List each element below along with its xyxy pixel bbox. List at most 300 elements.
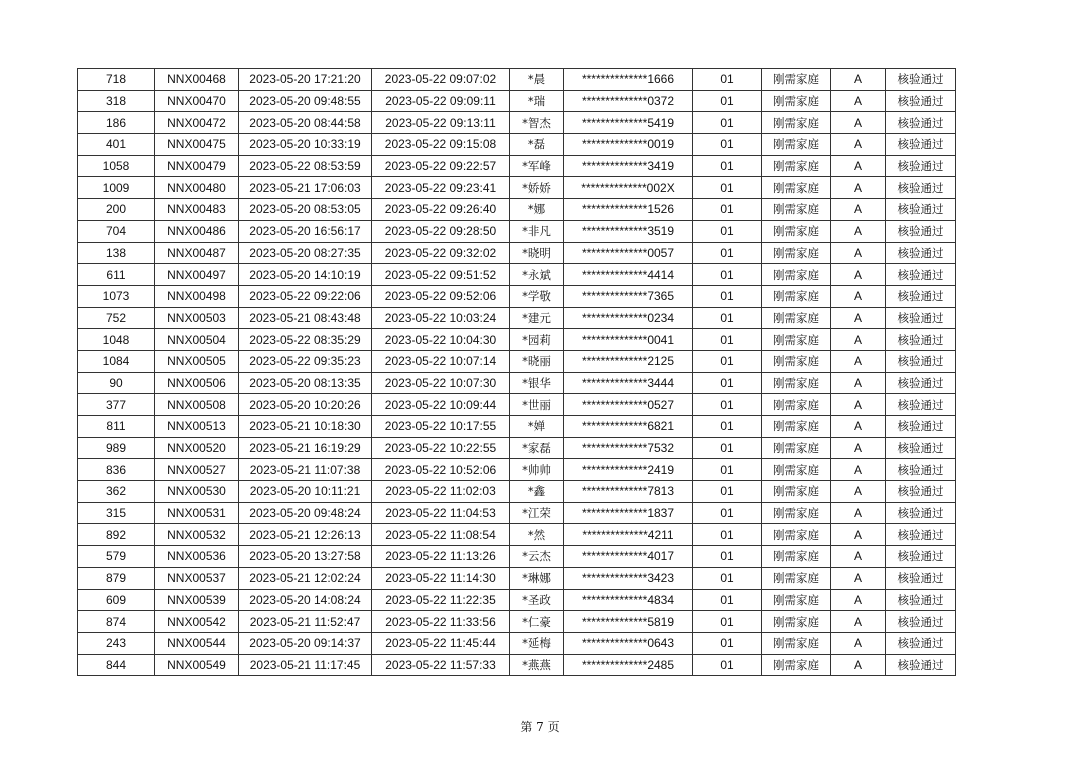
cell-sequence-number: 1009: [78, 177, 155, 199]
cell-grade: A: [831, 654, 886, 676]
cell-submit-time: 2023-05-21 11:17:45: [239, 654, 372, 676]
cell-submit-time: 2023-05-20 10:33:19: [239, 134, 372, 156]
cell-sequence-number: 1073: [78, 285, 155, 307]
cell-family-type: 刚需家庭: [762, 502, 831, 524]
table-row: [78, 611, 956, 633]
cell-family-type: 刚需家庭: [762, 155, 831, 177]
cell-category-code: 01: [693, 437, 762, 459]
cell-verify-time: 2023-05-22 09:09:11: [372, 90, 510, 112]
cell-grade: A: [831, 611, 886, 633]
cell-grade: A: [831, 502, 886, 524]
cell-application-id: NNX00536: [155, 546, 239, 568]
cell-submit-time: 2023-05-21 10:18:30: [239, 416, 372, 438]
cell-application-id: NNX00504: [155, 329, 239, 351]
cell-verify-time: 2023-05-22 09:32:02: [372, 242, 510, 264]
cell-category-code: 01: [693, 177, 762, 199]
table-row: [78, 459, 956, 481]
cell-category-code: 01: [693, 654, 762, 676]
cell-id-number: **************4414: [564, 264, 693, 286]
cell-sequence-number: 704: [78, 220, 155, 242]
table-row: [78, 155, 956, 177]
cell-id-number: **************0057: [564, 242, 693, 264]
cell-verify-status: 核验通过: [886, 242, 956, 264]
cell-family-type: 刚需家庭: [762, 134, 831, 156]
cell-verify-time: 2023-05-22 10:52:06: [372, 459, 510, 481]
cell-applicant-name: *云杰: [510, 546, 564, 568]
cell-id-number: **************4017: [564, 546, 693, 568]
cell-family-type: 刚需家庭: [762, 459, 831, 481]
cell-verify-status: 核验通过: [886, 611, 956, 633]
cell-grade: A: [831, 632, 886, 654]
cell-id-number: **************0041: [564, 329, 693, 351]
cell-grade: A: [831, 524, 886, 546]
cell-verify-time: 2023-05-22 10:04:30: [372, 329, 510, 351]
cell-category-code: 01: [693, 199, 762, 221]
cell-verify-time: 2023-05-22 11:04:53: [372, 502, 510, 524]
cell-grade: A: [831, 155, 886, 177]
cell-sequence-number: 1048: [78, 329, 155, 351]
cell-sequence-number: 186: [78, 112, 155, 134]
cell-grade: A: [831, 329, 886, 351]
cell-applicant-name: *娇娇: [510, 177, 564, 199]
cell-verify-status: 核验通过: [886, 546, 956, 568]
cell-verify-status: 核验通过: [886, 264, 956, 286]
cell-submit-time: 2023-05-20 14:10:19: [239, 264, 372, 286]
cell-submit-time: 2023-05-20 08:44:58: [239, 112, 372, 134]
cell-family-type: 刚需家庭: [762, 242, 831, 264]
table-row: [78, 134, 956, 156]
cell-grade: A: [831, 90, 886, 112]
cell-submit-time: 2023-05-20 14:08:24: [239, 589, 372, 611]
cell-category-code: 01: [693, 350, 762, 372]
cell-family-type: 刚需家庭: [762, 611, 831, 633]
cell-applicant-name: *永斌: [510, 264, 564, 286]
cell-verify-status: 核验通过: [886, 155, 956, 177]
cell-family-type: 刚需家庭: [762, 285, 831, 307]
cell-submit-time: 2023-05-20 08:13:35: [239, 372, 372, 394]
cell-id-number: **************3519: [564, 220, 693, 242]
cell-verify-status: 核验通过: [886, 285, 956, 307]
table-row: [78, 502, 956, 524]
cell-application-id: NNX00527: [155, 459, 239, 481]
cell-sequence-number: 752: [78, 307, 155, 329]
cell-applicant-name: *瑞: [510, 90, 564, 112]
cell-category-code: 01: [693, 242, 762, 264]
cell-application-id: NNX00472: [155, 112, 239, 134]
table-row: [78, 285, 956, 307]
cell-sequence-number: 377: [78, 394, 155, 416]
cell-applicant-name: *园莉: [510, 329, 564, 351]
cell-sequence-number: 318: [78, 90, 155, 112]
cell-id-number: **************5819: [564, 611, 693, 633]
cell-id-number: **************1526: [564, 199, 693, 221]
cell-id-number: **************7813: [564, 481, 693, 503]
cell-sequence-number: 609: [78, 589, 155, 611]
table-row: [78, 69, 956, 91]
cell-application-id: NNX00480: [155, 177, 239, 199]
cell-applicant-name: *非凡: [510, 220, 564, 242]
cell-category-code: 01: [693, 611, 762, 633]
cell-family-type: 刚需家庭: [762, 199, 831, 221]
cell-id-number: **************3423: [564, 567, 693, 589]
cell-verify-status: 核验通过: [886, 372, 956, 394]
cell-application-id: NNX00503: [155, 307, 239, 329]
cell-category-code: 01: [693, 220, 762, 242]
cell-family-type: 刚需家庭: [762, 546, 831, 568]
cell-submit-time: 2023-05-21 16:19:29: [239, 437, 372, 459]
table-row: [78, 264, 956, 286]
cell-application-id: NNX00508: [155, 394, 239, 416]
cell-sequence-number: 989: [78, 437, 155, 459]
cell-submit-time: 2023-05-20 13:27:58: [239, 546, 372, 568]
cell-id-number: **************0643: [564, 632, 693, 654]
cell-verify-status: 核验通过: [886, 199, 956, 221]
cell-family-type: 刚需家庭: [762, 394, 831, 416]
cell-verify-status: 核验通过: [886, 589, 956, 611]
table-row: [78, 350, 956, 372]
cell-verify-status: 核验通过: [886, 459, 956, 481]
cell-submit-time: 2023-05-20 16:56:17: [239, 220, 372, 242]
cell-verify-time: 2023-05-22 10:07:30: [372, 372, 510, 394]
cell-sequence-number: 811: [78, 416, 155, 438]
cell-category-code: 01: [693, 69, 762, 91]
table-row: [78, 416, 956, 438]
cell-sequence-number: 844: [78, 654, 155, 676]
cell-verify-status: 核验通过: [886, 350, 956, 372]
cell-category-code: 01: [693, 459, 762, 481]
cell-verify-status: 核验通过: [886, 567, 956, 589]
cell-id-number: **************4211: [564, 524, 693, 546]
cell-application-id: NNX00520: [155, 437, 239, 459]
cell-verify-time: 2023-05-22 11:33:56: [372, 611, 510, 633]
cell-applicant-name: *圣政: [510, 589, 564, 611]
cell-submit-time: 2023-05-20 09:48:24: [239, 502, 372, 524]
cell-verify-status: 核验通过: [886, 394, 956, 416]
cell-grade: A: [831, 589, 886, 611]
table-row: [78, 394, 956, 416]
cell-family-type: 刚需家庭: [762, 567, 831, 589]
cell-verify-status: 核验通过: [886, 90, 956, 112]
cell-application-id: NNX00483: [155, 199, 239, 221]
cell-applicant-name: *军峰: [510, 155, 564, 177]
cell-family-type: 刚需家庭: [762, 481, 831, 503]
cell-submit-time: 2023-05-21 11:07:38: [239, 459, 372, 481]
cell-sequence-number: 362: [78, 481, 155, 503]
cell-verify-status: 核验通过: [886, 112, 956, 134]
cell-application-id: NNX00532: [155, 524, 239, 546]
cell-verify-status: 核验通过: [886, 524, 956, 546]
cell-verify-status: 核验通过: [886, 481, 956, 503]
table-row: [78, 524, 956, 546]
cell-category-code: 01: [693, 307, 762, 329]
cell-applicant-name: *智杰: [510, 112, 564, 134]
cell-verify-status: 核验通过: [886, 437, 956, 459]
registration-table: [77, 68, 956, 676]
cell-applicant-name: *然: [510, 524, 564, 546]
table-row: [78, 220, 956, 242]
cell-application-id: NNX00479: [155, 155, 239, 177]
cell-application-id: NNX00487: [155, 242, 239, 264]
cell-submit-time: 2023-05-20 09:48:55: [239, 90, 372, 112]
cell-category-code: 01: [693, 155, 762, 177]
cell-family-type: 刚需家庭: [762, 589, 831, 611]
cell-grade: A: [831, 372, 886, 394]
cell-applicant-name: *晓明: [510, 242, 564, 264]
cell-verify-time: 2023-05-22 09:13:11: [372, 112, 510, 134]
cell-grade: A: [831, 220, 886, 242]
table-row: [78, 481, 956, 503]
cell-applicant-name: *鑫: [510, 481, 564, 503]
cell-sequence-number: 874: [78, 611, 155, 633]
cell-grade: A: [831, 69, 886, 91]
table-row: [78, 589, 956, 611]
cell-application-id: NNX00549: [155, 654, 239, 676]
cell-verify-time: 2023-05-22 09:22:57: [372, 155, 510, 177]
cell-grade: A: [831, 459, 886, 481]
cell-applicant-name: *娜: [510, 199, 564, 221]
cell-verify-time: 2023-05-22 10:07:14: [372, 350, 510, 372]
cell-sequence-number: 200: [78, 199, 155, 221]
cell-verify-time: 2023-05-22 10:03:24: [372, 307, 510, 329]
cell-sequence-number: 90: [78, 372, 155, 394]
cell-submit-time: 2023-05-21 11:52:47: [239, 611, 372, 633]
cell-applicant-name: *晨: [510, 69, 564, 91]
cell-sequence-number: 138: [78, 242, 155, 264]
cell-id-number: **************0234: [564, 307, 693, 329]
cell-id-number: **************3419: [564, 155, 693, 177]
cell-grade: A: [831, 416, 886, 438]
cell-family-type: 刚需家庭: [762, 307, 831, 329]
cell-submit-time: 2023-05-20 10:11:21: [239, 481, 372, 503]
cell-grade: A: [831, 567, 886, 589]
cell-verify-status: 核验通过: [886, 654, 956, 676]
cell-verify-time: 2023-05-22 10:09:44: [372, 394, 510, 416]
cell-applicant-name: *燕燕: [510, 654, 564, 676]
cell-verify-time: 2023-05-22 09:51:52: [372, 264, 510, 286]
cell-id-number: **************7532: [564, 437, 693, 459]
cell-sequence-number: 243: [78, 632, 155, 654]
cell-verify-time: 2023-05-22 09:07:02: [372, 69, 510, 91]
cell-applicant-name: *琳娜: [510, 567, 564, 589]
cell-family-type: 刚需家庭: [762, 654, 831, 676]
cell-id-number: **************1837: [564, 502, 693, 524]
cell-application-id: NNX00539: [155, 589, 239, 611]
cell-application-id: NNX00497: [155, 264, 239, 286]
cell-id-number: **************2419: [564, 459, 693, 481]
cell-category-code: 01: [693, 372, 762, 394]
cell-grade: A: [831, 481, 886, 503]
cell-verify-status: 核验通过: [886, 69, 956, 91]
cell-applicant-name: *晓丽: [510, 350, 564, 372]
cell-submit-time: 2023-05-22 09:22:06: [239, 285, 372, 307]
cell-applicant-name: *延梅: [510, 632, 564, 654]
cell-verify-time: 2023-05-22 09:15:08: [372, 134, 510, 156]
cell-sequence-number: 611: [78, 264, 155, 286]
cell-submit-time: 2023-05-21 17:06:03: [239, 177, 372, 199]
cell-category-code: 01: [693, 285, 762, 307]
cell-application-id: NNX00542: [155, 611, 239, 633]
cell-id-number: **************0527: [564, 394, 693, 416]
cell-category-code: 01: [693, 632, 762, 654]
cell-grade: A: [831, 285, 886, 307]
cell-category-code: 01: [693, 134, 762, 156]
cell-id-number: **************0372: [564, 90, 693, 112]
cell-applicant-name: *婵: [510, 416, 564, 438]
page-number: 第 7 页: [520, 720, 560, 734]
cell-application-id: NNX00513: [155, 416, 239, 438]
cell-applicant-name: *学敬: [510, 285, 564, 307]
cell-category-code: 01: [693, 589, 762, 611]
cell-category-code: 01: [693, 329, 762, 351]
cell-application-id: NNX00537: [155, 567, 239, 589]
cell-grade: A: [831, 199, 886, 221]
table-row: [78, 546, 956, 568]
cell-category-code: 01: [693, 546, 762, 568]
cell-sequence-number: 579: [78, 546, 155, 568]
table-row: [78, 177, 956, 199]
cell-application-id: NNX00505: [155, 350, 239, 372]
cell-verify-time: 2023-05-22 11:14:30: [372, 567, 510, 589]
cell-grade: A: [831, 546, 886, 568]
cell-id-number: **************6821: [564, 416, 693, 438]
cell-applicant-name: *家磊: [510, 437, 564, 459]
cell-sequence-number: 1084: [78, 350, 155, 372]
cell-sequence-number: 879: [78, 567, 155, 589]
cell-verify-time: 2023-05-22 11:57:33: [372, 654, 510, 676]
cell-submit-time: 2023-05-22 08:53:59: [239, 155, 372, 177]
cell-application-id: NNX00544: [155, 632, 239, 654]
cell-grade: A: [831, 112, 886, 134]
cell-applicant-name: *磊: [510, 134, 564, 156]
cell-submit-time: 2023-05-22 08:35:29: [239, 329, 372, 351]
cell-grade: A: [831, 134, 886, 156]
cell-grade: A: [831, 307, 886, 329]
table-row: [78, 242, 956, 264]
cell-applicant-name: *江荣: [510, 502, 564, 524]
cell-grade: A: [831, 264, 886, 286]
cell-sequence-number: 1058: [78, 155, 155, 177]
cell-verify-time: 2023-05-22 11:13:26: [372, 546, 510, 568]
cell-category-code: 01: [693, 264, 762, 286]
cell-id-number: **************1666: [564, 69, 693, 91]
table-row: [78, 329, 956, 351]
cell-verify-time: 2023-05-22 09:28:50: [372, 220, 510, 242]
cell-family-type: 刚需家庭: [762, 69, 831, 91]
cell-category-code: 01: [693, 90, 762, 112]
cell-application-id: NNX00468: [155, 69, 239, 91]
cell-verify-time: 2023-05-22 09:52:06: [372, 285, 510, 307]
cell-category-code: 01: [693, 416, 762, 438]
table-row: [78, 632, 956, 654]
cell-verify-time: 2023-05-22 11:08:54: [372, 524, 510, 546]
cell-sequence-number: 315: [78, 502, 155, 524]
cell-applicant-name: *世丽: [510, 394, 564, 416]
cell-application-id: NNX00530: [155, 481, 239, 503]
cell-family-type: 刚需家庭: [762, 524, 831, 546]
cell-submit-time: 2023-05-21 12:26:13: [239, 524, 372, 546]
cell-sequence-number: 718: [78, 69, 155, 91]
cell-verify-status: 核验通过: [886, 134, 956, 156]
cell-applicant-name: *仁豪: [510, 611, 564, 633]
cell-application-id: NNX00498: [155, 285, 239, 307]
table-row: [78, 437, 956, 459]
cell-applicant-name: *帅帅: [510, 459, 564, 481]
cell-id-number: **************3444: [564, 372, 693, 394]
cell-verify-status: 核验通过: [886, 416, 956, 438]
cell-submit-time: 2023-05-21 08:43:48: [239, 307, 372, 329]
table-row: [78, 90, 956, 112]
cell-submit-time: 2023-05-21 12:02:24: [239, 567, 372, 589]
cell-verify-time: 2023-05-22 10:17:55: [372, 416, 510, 438]
cell-id-number: **************7365: [564, 285, 693, 307]
cell-family-type: 刚需家庭: [762, 90, 831, 112]
cell-category-code: 01: [693, 394, 762, 416]
table-row: [78, 199, 956, 221]
cell-category-code: 01: [693, 112, 762, 134]
table-row: [78, 372, 956, 394]
cell-family-type: 刚需家庭: [762, 177, 831, 199]
cell-sequence-number: 892: [78, 524, 155, 546]
cell-application-id: NNX00470: [155, 90, 239, 112]
cell-verify-status: 核验通过: [886, 307, 956, 329]
cell-applicant-name: *建元: [510, 307, 564, 329]
cell-submit-time: 2023-05-20 08:53:05: [239, 199, 372, 221]
cell-grade: A: [831, 242, 886, 264]
cell-verify-status: 核验通过: [886, 220, 956, 242]
cell-verify-time: 2023-05-22 09:23:41: [372, 177, 510, 199]
cell-id-number: **************2125: [564, 350, 693, 372]
table-row: [78, 567, 956, 589]
cell-grade: A: [831, 437, 886, 459]
cell-verify-time: 2023-05-22 10:22:55: [372, 437, 510, 459]
cell-id-number: **************5419: [564, 112, 693, 134]
cell-submit-time: 2023-05-22 09:35:23: [239, 350, 372, 372]
cell-application-id: NNX00486: [155, 220, 239, 242]
cell-submit-time: 2023-05-20 08:27:35: [239, 242, 372, 264]
cell-family-type: 刚需家庭: [762, 416, 831, 438]
cell-family-type: 刚需家庭: [762, 264, 831, 286]
cell-family-type: 刚需家庭: [762, 329, 831, 351]
table-row: [78, 654, 956, 676]
cell-grade: A: [831, 394, 886, 416]
cell-id-number: **************002X: [564, 177, 693, 199]
cell-grade: A: [831, 177, 886, 199]
cell-family-type: 刚需家庭: [762, 437, 831, 459]
table-row: [78, 307, 956, 329]
cell-category-code: 01: [693, 502, 762, 524]
cell-verify-status: 核验通过: [886, 502, 956, 524]
cell-verify-time: 2023-05-22 11:45:44: [372, 632, 510, 654]
cell-sequence-number: 836: [78, 459, 155, 481]
cell-verify-time: 2023-05-22 11:02:03: [372, 481, 510, 503]
cell-application-id: NNX00531: [155, 502, 239, 524]
table-row: [78, 112, 956, 134]
cell-submit-time: 2023-05-20 17:21:20: [239, 69, 372, 91]
cell-family-type: 刚需家庭: [762, 350, 831, 372]
cell-application-id: NNX00506: [155, 372, 239, 394]
cell-application-id: NNX00475: [155, 134, 239, 156]
cell-family-type: 刚需家庭: [762, 632, 831, 654]
cell-id-number: **************4834: [564, 589, 693, 611]
cell-category-code: 01: [693, 524, 762, 546]
cell-sequence-number: 401: [78, 134, 155, 156]
cell-submit-time: 2023-05-20 09:14:37: [239, 632, 372, 654]
cell-family-type: 刚需家庭: [762, 112, 831, 134]
cell-grade: A: [831, 350, 886, 372]
cell-applicant-name: *银华: [510, 372, 564, 394]
cell-id-number: **************0019: [564, 134, 693, 156]
cell-id-number: **************2485: [564, 654, 693, 676]
